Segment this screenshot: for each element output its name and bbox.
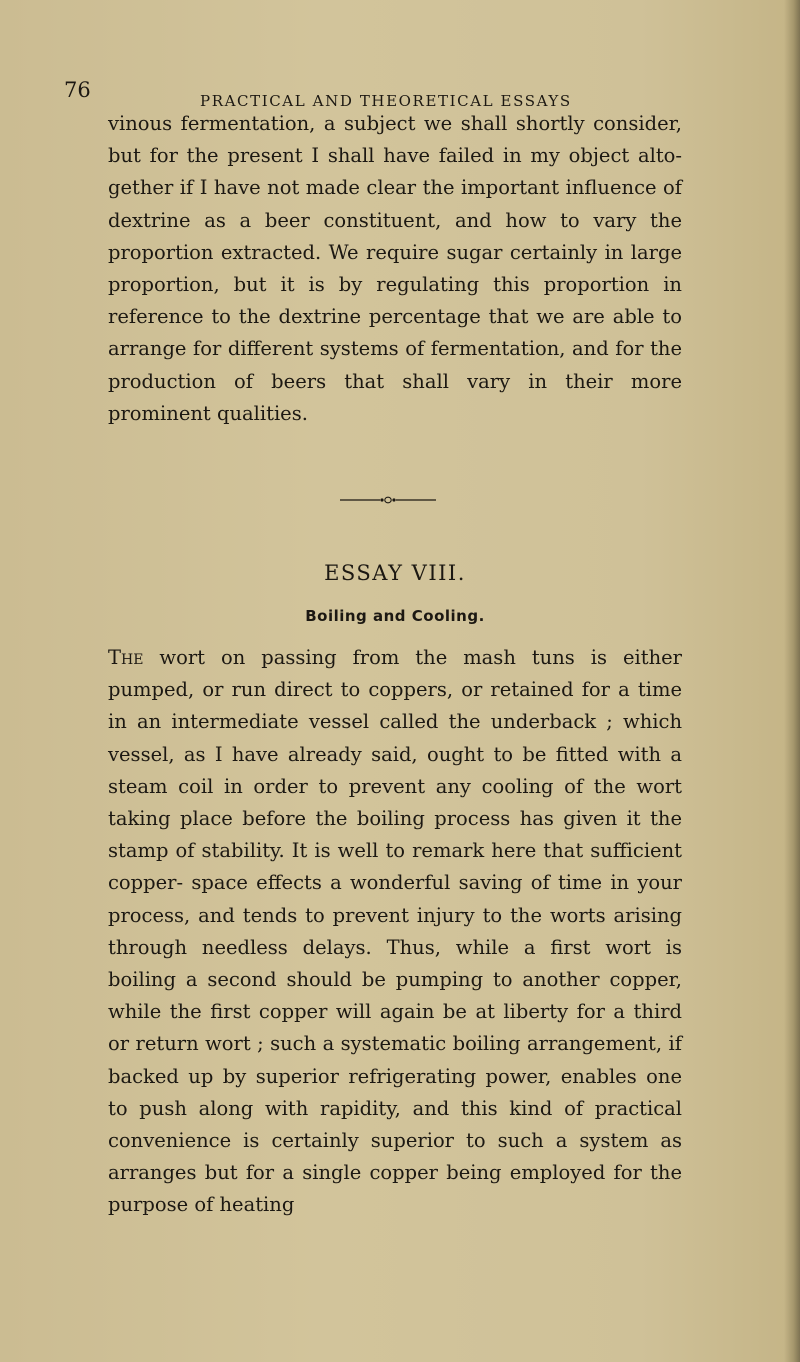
essay-body-text: wort on passing from the mash tuns is either pumped, or run direct to coppers, or retained for a time in an intermediate vessel called the underback ; which vessel, as I have already said, ought to be fitted with a steam coil in order to prevent any cooling of the wort taking place before the boiling process has given it the stamp of stability. It is well to remark here that sufficient copper- space effects a wonderful saving of time in your process, and tends to prevent injury to the worts arising through needless delays. Thus, while a first wort is boiling a second should be pumping to another copper, while the first copper will again be at liberty for a third or return wort ; such a systematic boiling arrangement, if backed up by superior refrigerating power, enables one to push along with rapidity, and this kind of practical convenience is certainly superior to such a system as arranges but for a single copper being employed for the purpose of heating [108, 646, 682, 1217]
essay-subtitle: Boiling and Cooling. [305, 607, 485, 625]
essay-body [108, 642, 682, 1222]
continuation-text: vinous fermentation, a subject we shall shortly consider, but for the present I shall have failed in my object alto- gether if I have not made clear the important influence of dextrine as a beer constituent, and how to vary the proportion extracted. We require sugar certainly in large proportion, but it is by regulating this proportion in reference to the dextrine percentage that we are able to arrange for different systems of fermentation, and for the production of beers that shall vary in their more prominent qualities. [108, 112, 682, 425]
running-head: PRACTICAL AND THEORETICAL ESSAYS [200, 92, 572, 110]
ornament-rule-icon [340, 494, 436, 506]
page-edge-shadow [784, 0, 800, 1362]
essay-title: ESSAY VIII. [324, 561, 466, 585]
lead-word: The [108, 646, 144, 669]
essay-body-paragraph [108, 642, 682, 1222]
page-number: 76 [64, 78, 91, 102]
continuation-paragraph [108, 108, 682, 430]
